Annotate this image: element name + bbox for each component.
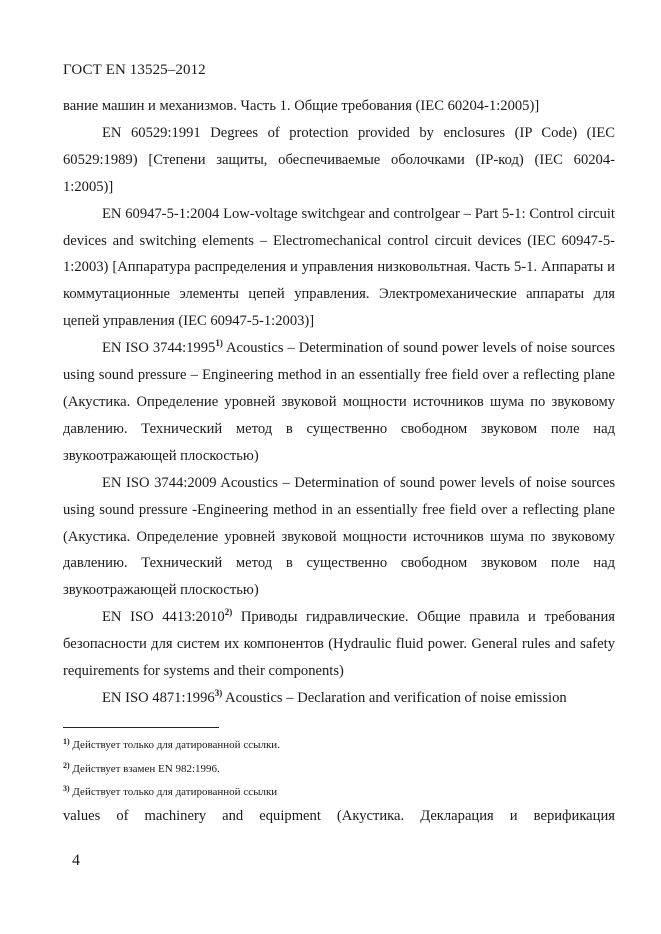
continuation-line: values of machinery and equipment (Акустика. Декларация и верификация [63, 808, 615, 824]
reference-title: Acoustics – Determination of sound power levels of noise sources using sound pressure – Engineering method in an essentially free field over a reflecting plane (Акустика. Определение уровней звуковой мощности источников шума по звуковому давлению. Технический метод в существенно свободном звуковом поле над звукоотражающей плоскостью) [63, 340, 615, 464]
footnote-text: Действует только для датированной ссылки [72, 786, 278, 798]
reference-en-iso-4871 [63, 685, 615, 712]
main-text [63, 93, 615, 712]
reference-en-iso-3744-1995 [63, 335, 615, 470]
reference-title: Приводы гидравлические. Общие правила и требования безопасности для систем их компонентов (Hydraulic fluid power. General rules and safety requirements for systems and their components) [63, 609, 615, 680]
footnote-marker: 3) [214, 687, 223, 698]
reference-en-60947: EN 60947-5-1:2004 Low-voltage switchgear and controlgear – Part 5-1: Control circuit devices and switching elements – Electromechanical control circuit devices (IEC 60947-5-1:2003) [Аппаратура распределения и управления низковольтная. Часть 5-1. Аппараты и коммутационные элементы цепей управления. Электромеханические аппараты для цепей управления (IEC 60947-5-1:2003)] [63, 205, 615, 330]
footnote-marker: 2) [224, 607, 233, 618]
footnote-mark: 1) [63, 737, 70, 746]
footnote-marker: 1) [215, 338, 223, 349]
reference-code: EN ISO 4871:1996 [102, 689, 215, 706]
footnote-mark: 2) [63, 761, 70, 770]
footnote-1 [63, 738, 280, 752]
footnote-mark: 3) [63, 784, 70, 793]
reference-code: EN ISO 3744:1995 [102, 340, 216, 357]
footnote-text: Действует только для датированной ссылки. [72, 739, 280, 751]
paragraph-continuation: вание машин и механизмов. Часть 1. Общие требования (IEC 60204-1:2005)] [63, 98, 540, 114]
footnote-text: Действует взамен EN 982:1996. [72, 763, 220, 775]
document-header: ГОСТ EN 13525–2012 [63, 62, 206, 78]
reference-title: Acoustics – Declaration and verification of noise emission [222, 689, 567, 706]
page-number: 4 [72, 852, 80, 869]
footnote-2 [63, 762, 220, 776]
reference-en-iso-3744-2009: EN ISO 3744:2009 Acoustics – Determination of sound power levels of noise sources using sound pressure -Engineering method in an essentially free field over a reflecting plane (Акустика. Определение уровней звуковой мощности источников шума по звуковому давлению. Технический метод в существенно свободном звуковом поле над звукоотражающей плоскостью) [63, 474, 615, 599]
footnote-separator [63, 727, 219, 728]
reference-code: EN ISO 4413:2010 [102, 609, 225, 626]
reference-en-iso-4413 [63, 604, 615, 685]
footnote-3 [63, 785, 277, 799]
reference-en-60529: EN 60529:1991 Degrees of protection provided by enclosures (IP Code) (IEC 60529:1989) [Степени защиты, обеспечиваемые оболочками (IP-код) (IEC 60204-1:2005)] [63, 124, 615, 195]
